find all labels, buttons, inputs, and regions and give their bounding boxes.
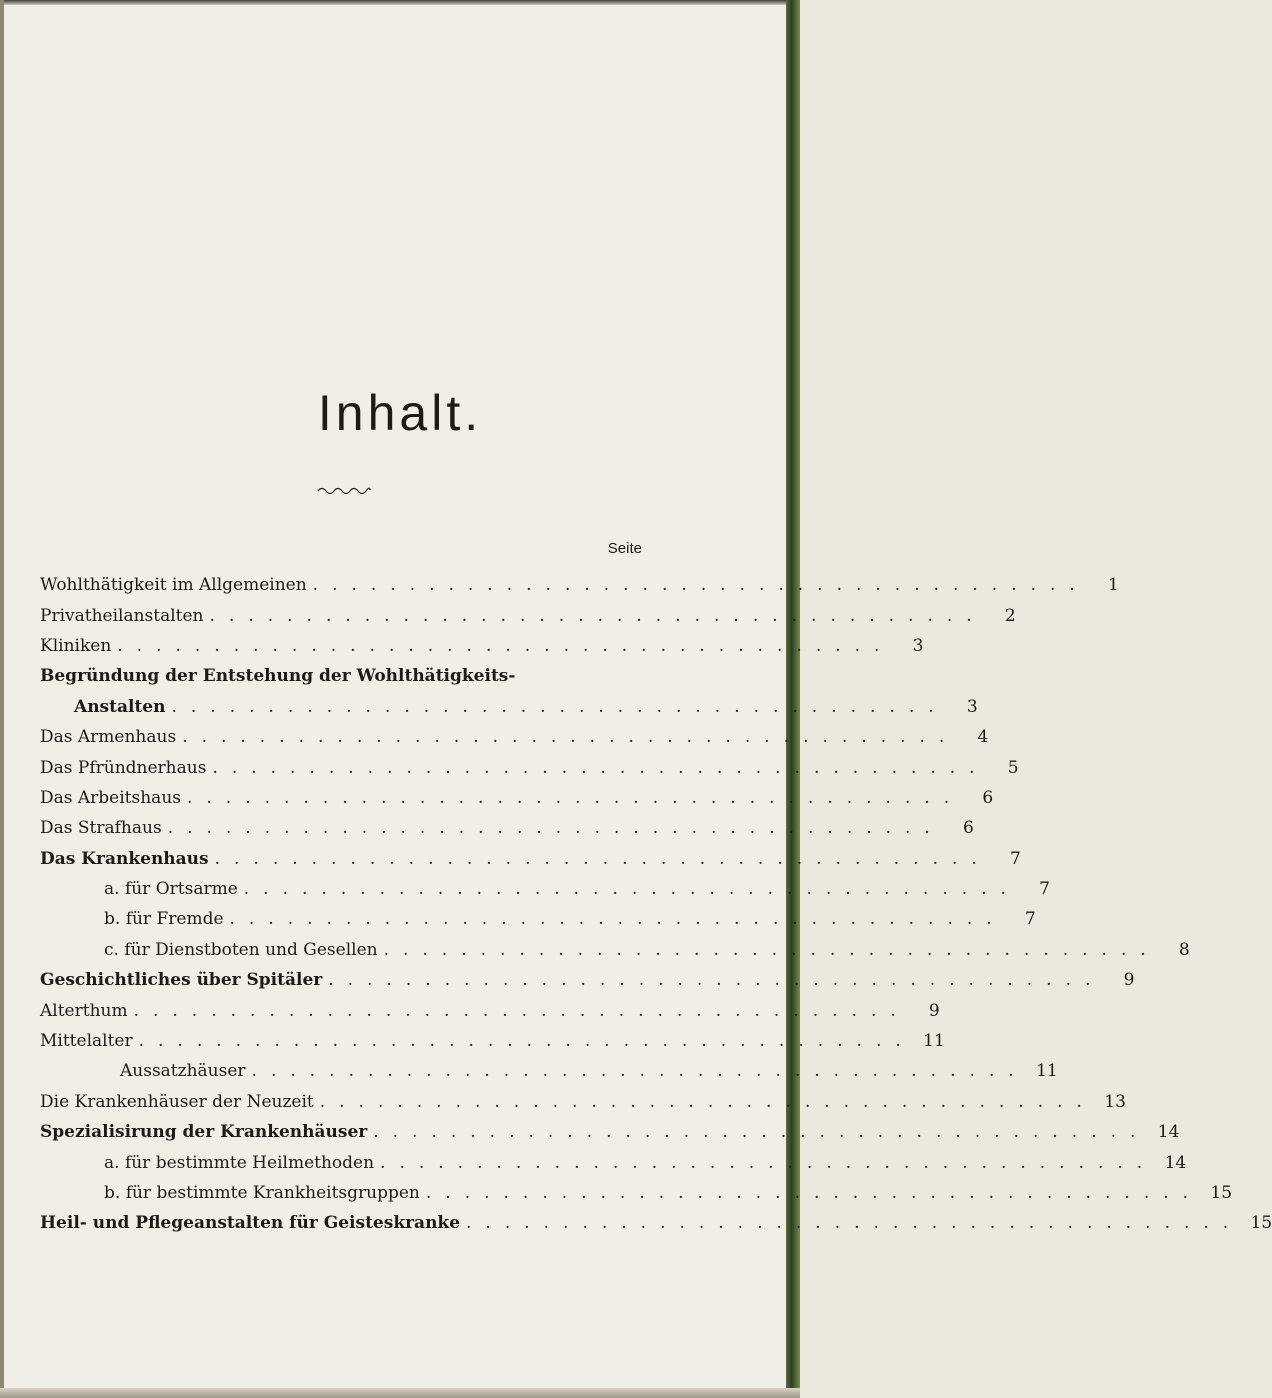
toc-leader-dots: ........................................ xyxy=(117,635,894,656)
toc-entry-label: Privatheilanstalten xyxy=(40,605,204,626)
page-bottom-edge xyxy=(0,1388,800,1398)
toc-entry-label: a. für Ortsarme xyxy=(104,879,238,900)
toc-page-number: 1 xyxy=(1108,575,1119,596)
toc-page-number: 15 xyxy=(1250,1213,1272,1234)
toc-leader-dots: ........................................ xyxy=(373,1122,1150,1143)
toc-leader-dots: ........................................ xyxy=(212,757,989,778)
table-of-contents xyxy=(40,570,1272,1239)
toc-page-number: 7 xyxy=(1009,848,1021,869)
toc-leader-dots: ........................................ xyxy=(319,1091,1096,1112)
toc-entry-label: Geschichtliches über Spitäler xyxy=(40,970,323,991)
toc-page-number: 6 xyxy=(963,818,974,839)
toc-entry-label: Das Krankenhaus xyxy=(40,848,209,869)
toc-page-number: 4 xyxy=(977,727,989,748)
toc-entry xyxy=(40,813,974,843)
toc-entry xyxy=(40,1117,1180,1147)
toc-leader-dots: ........................................ xyxy=(243,879,1020,900)
toc-page-number: 3 xyxy=(966,696,978,717)
toc-leader-dots: ........................................ xyxy=(171,696,948,717)
toc-entry xyxy=(40,904,1036,934)
toc-entry-label: Mittelalter xyxy=(40,1031,133,1052)
toc-page-number: 15 xyxy=(1210,1183,1233,1203)
toc-entry xyxy=(40,1208,1272,1238)
toc-page-number: 14 xyxy=(1157,1122,1180,1143)
toc-entry xyxy=(40,1026,945,1056)
toc-entry-label: Heil- und Pflegeanstalten für Geisteskranke xyxy=(40,1213,461,1234)
toc-leader-dots: ........................................ xyxy=(328,970,1105,991)
toc-entry xyxy=(40,1178,1233,1208)
toc-entry-label: Die Krankenhäuser der Neuzeit xyxy=(40,1091,314,1112)
toc-entry xyxy=(40,935,1190,965)
toc-leader-dots: ........................................ xyxy=(187,787,964,808)
toc-page-number: 9 xyxy=(928,1000,940,1021)
page-left-edge xyxy=(0,0,4,1398)
toc-leader-dots: ........................................ xyxy=(133,1000,910,1021)
toc-entry xyxy=(40,874,1050,904)
toc-leader-dots: ........................................ xyxy=(138,1031,915,1052)
toc-leader-dots: ........................................ xyxy=(167,818,944,839)
toc-entry xyxy=(40,631,924,661)
toc-entry-label: Kliniken xyxy=(40,635,112,656)
toc-page-number: 11 xyxy=(1036,1061,1058,1082)
toc-page-number: 11 xyxy=(923,1031,945,1052)
toc-page-number: 9 xyxy=(1123,970,1135,991)
toc-entry xyxy=(40,1087,1126,1117)
toc-leader-dots: ........................................ xyxy=(251,1061,1028,1082)
toc-entry-label: Wohlthätigkeit im Allgemeinen xyxy=(40,575,307,596)
toc-entry-label: Das Armenhaus xyxy=(40,727,177,748)
toc-entry xyxy=(40,752,1019,782)
toc-entry-label: Begründung der Entstehung der Wohlthätigkeits- xyxy=(40,666,516,687)
toc-entry xyxy=(40,783,994,813)
toc-page-number: 2 xyxy=(1004,605,1016,626)
toc-page-number: 7 xyxy=(1039,879,1050,900)
toc-entry xyxy=(40,1056,1058,1086)
page-top-edge xyxy=(0,0,800,5)
toc-page-number: 8 xyxy=(1178,939,1190,960)
toc-entry-label: Alterthum xyxy=(40,1000,128,1021)
toc-entry-label: Aussatzhäuser xyxy=(120,1061,246,1082)
toc-leader-dots: ........................................ xyxy=(383,939,1160,960)
toc-page-number: 3 xyxy=(912,635,924,656)
toc-page-number: 14 xyxy=(1164,1152,1187,1173)
toc-entry-label: b. für bestimmte Krankheitsgruppen xyxy=(104,1183,420,1203)
toc-entry xyxy=(40,844,1021,874)
toc-leader-dots: ........................................ xyxy=(214,848,991,869)
toc-entry xyxy=(40,570,1119,600)
toc-entry-label: c. für Dienstboten und Gesellen xyxy=(104,939,378,960)
toc-page-number: 13 xyxy=(1104,1091,1126,1112)
toc-entry xyxy=(40,722,989,752)
wavy-ornament-icon xyxy=(316,484,372,496)
toc-entry-label: a. für bestimmte Heilmethoden xyxy=(104,1152,375,1173)
toc-entry-label: Das Arbeitshaus xyxy=(40,787,181,808)
toc-entry xyxy=(40,600,1016,630)
toc-entry xyxy=(40,965,1135,995)
toc-entry xyxy=(40,995,940,1025)
toc-entry-label: Spezialisirung der Krankenhäuser xyxy=(40,1122,368,1143)
toc-page-number: 5 xyxy=(1007,757,1019,778)
toc-page-number: 6 xyxy=(982,787,994,808)
toc-leader-dots: ........................................ xyxy=(425,1183,1203,1203)
toc-leader-dots: ........................................ xyxy=(380,1152,1157,1173)
toc-leader-dots: ........................................ xyxy=(312,575,1089,596)
toc-entry-label: Das Strafhaus xyxy=(40,818,162,839)
page-column-header: Seite xyxy=(607,540,642,557)
toc-leader-dots: ........................................ xyxy=(229,909,1006,930)
toc-entry-label: Anstalten xyxy=(74,696,166,717)
toc-entry-label: b. für Fremde xyxy=(104,909,224,930)
page-title: Inhalt. xyxy=(317,385,483,441)
toc-page-number: 7 xyxy=(1024,909,1036,930)
toc-entry xyxy=(40,1147,1187,1177)
toc-entry xyxy=(40,692,978,722)
toc-entry-label: Das Pfründnerhaus xyxy=(40,757,207,778)
toc-leader-dots: ........................................ xyxy=(209,605,986,626)
toc-entry xyxy=(40,661,645,691)
toc-leader-dots: ........................................ xyxy=(182,727,959,748)
toc-leader-dots: ........................................ xyxy=(466,1213,1243,1234)
